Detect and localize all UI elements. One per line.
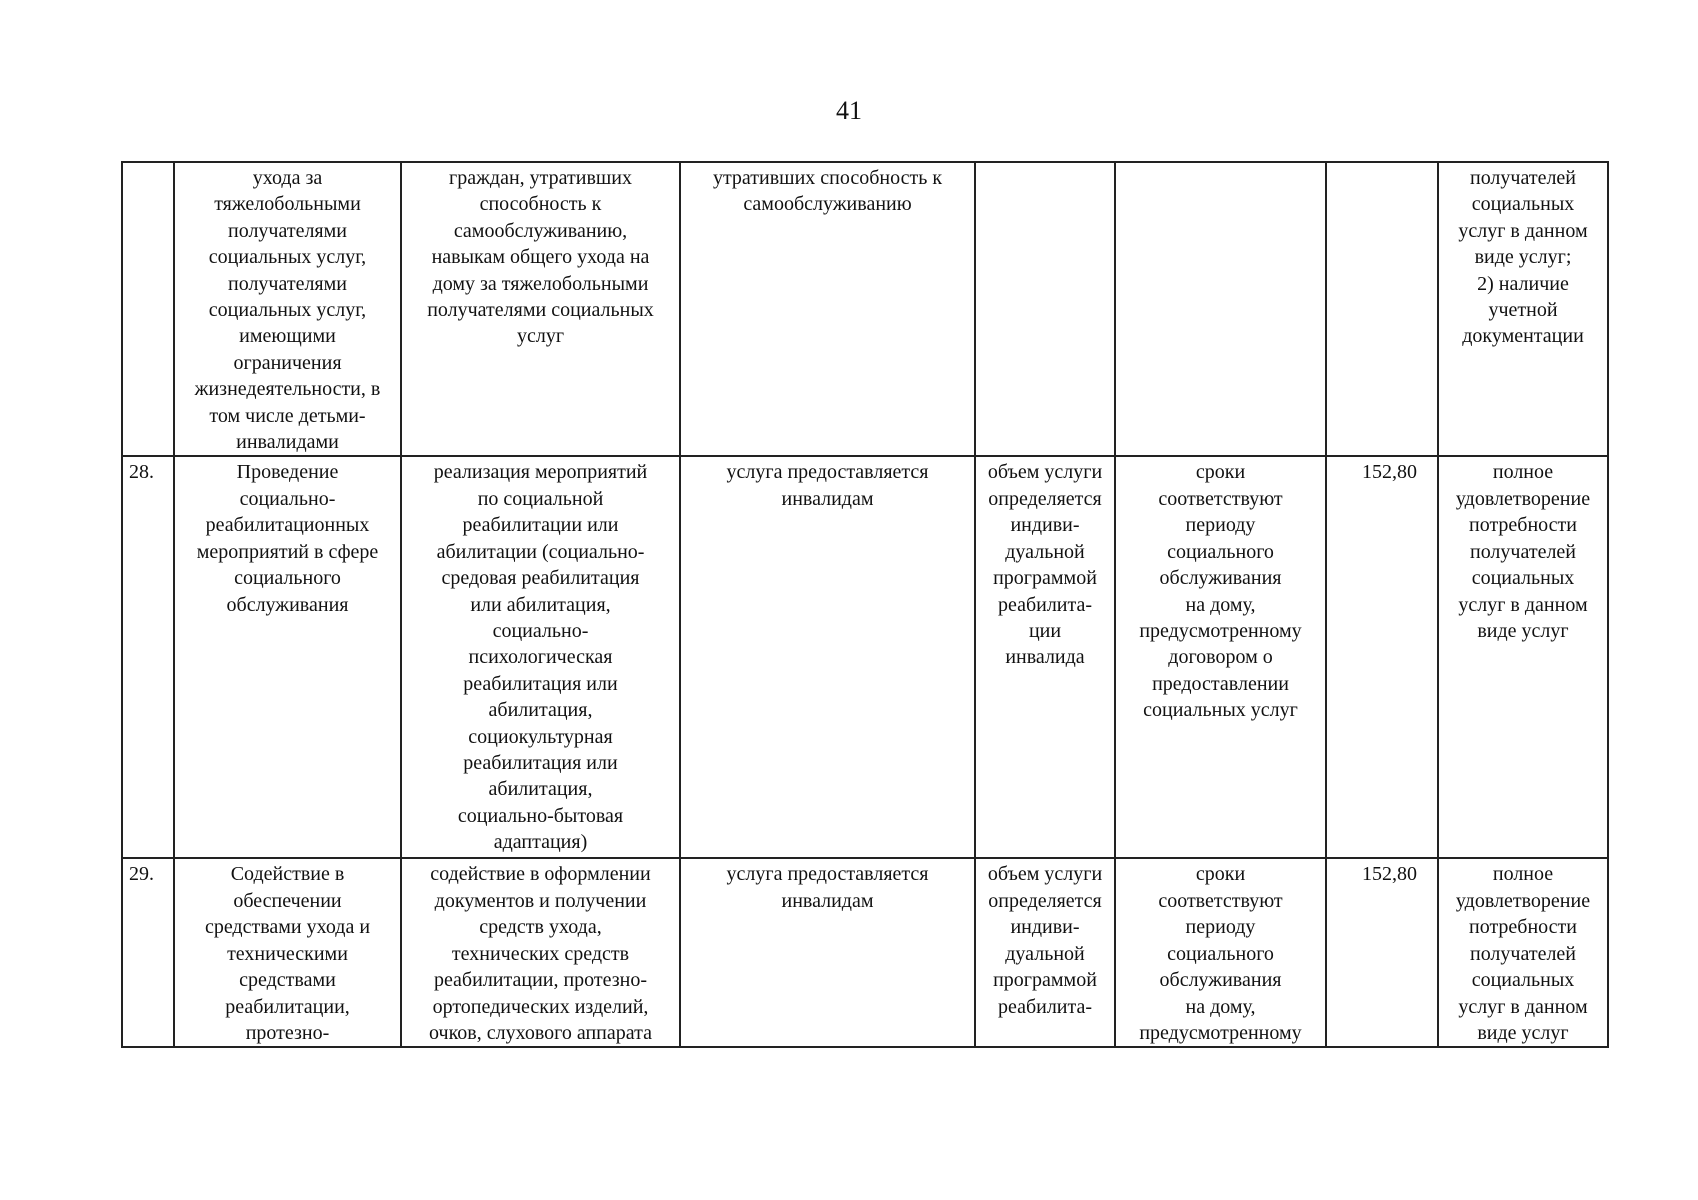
cell-line: сроки [1195, 863, 1246, 886]
cell-line: реабилитация или [463, 672, 618, 695]
cell-line: услуг в данном [1458, 593, 1588, 616]
cell-line: объем услуги [987, 461, 1103, 484]
cell-line: абилитация, [488, 699, 593, 722]
cell-line: учетной [1488, 299, 1558, 322]
cell-line: дуальной [1005, 942, 1085, 965]
cell-line: услуг [516, 325, 565, 348]
cell-line: реабилитации, [225, 995, 350, 1018]
cell-line: или абилитация, [470, 593, 611, 616]
cell-line: на дому, [1185, 593, 1256, 616]
cell-line: социальных услуг [1143, 699, 1298, 722]
cell-line: удовлетворение [1455, 889, 1591, 912]
cell-line: полное [1492, 863, 1554, 886]
cell-line: абилитация, [488, 778, 593, 801]
cell-line: социального [1167, 942, 1274, 965]
service-name-cell [174, 858, 401, 1047]
cell-line: социальных услуг, [208, 299, 367, 322]
cell-line: индиви- [1010, 514, 1080, 537]
terms-cell [1115, 162, 1326, 456]
service-content-cell [401, 456, 680, 858]
cell-line: инвалидам [781, 889, 874, 912]
cell-line: граждан, утративших [449, 167, 632, 189]
cell-line: имеющими [239, 325, 336, 348]
cell-line: услуг в данном [1458, 995, 1588, 1018]
recipients-cell [680, 456, 975, 858]
recipients-cell [680, 858, 975, 1047]
table-row [122, 858, 1608, 1047]
cell-line: по социальной [477, 487, 604, 510]
quality-cell [1438, 858, 1608, 1047]
cell-line: инвалидами [236, 431, 339, 454]
cell-line: социальных [1471, 193, 1575, 216]
cell-line: средств ухода, [479, 916, 602, 939]
cell-line: определяется [988, 487, 1102, 510]
cell-line: дому за тяжелобольными [432, 272, 649, 295]
cell-line: реабилитации или [462, 514, 619, 537]
row-number-cell: 28. [122, 456, 174, 858]
cell-line: ортопедических изделий, [432, 995, 649, 1018]
cell-line: социально-бытовая [457, 804, 624, 827]
cell-line: самообслуживанию, [453, 219, 628, 242]
cell-line: протезно- [245, 1021, 330, 1044]
cell-line: реализация мероприятий [433, 461, 648, 484]
cell-line: утративших способность к [712, 167, 943, 189]
cell-line: обеспечении [233, 889, 342, 912]
cell-line: потребности [1469, 916, 1577, 939]
cell-line: Проведение [236, 461, 339, 484]
cell-line: способность к [479, 193, 602, 216]
cell-line: жизнедеятельности, в [194, 378, 381, 401]
cell-line: инвалидам [781, 487, 874, 510]
cell-line: реабилита- [997, 995, 1093, 1018]
cell-line: объем услуги [987, 863, 1103, 886]
row-number-cell: 29. [122, 858, 174, 1047]
cell-line: получателями [228, 219, 347, 242]
cell-line: том числе детьми- [209, 404, 366, 427]
cell-line: сроки [1195, 461, 1246, 484]
cell-line: программой [993, 969, 1097, 992]
cell-line: услуг в данном [1458, 219, 1588, 242]
cell-line: технических средств [451, 942, 630, 965]
cell-line: полное [1492, 461, 1554, 484]
cell-line: социокультурная [468, 725, 613, 748]
volume-cell [975, 162, 1115, 456]
cell-line: получателей [1469, 167, 1576, 189]
cell-line: очков, слухового аппарата [429, 1021, 652, 1044]
cell-line: техническими [227, 942, 348, 965]
cell-line: ограничения [233, 351, 342, 374]
services-table [121, 161, 1609, 1048]
page-number: 41 [836, 96, 862, 125]
cell-line: Содействие в [230, 863, 345, 886]
cell-line: социальных услуг, [208, 246, 367, 269]
cell-line: социально- [239, 487, 336, 510]
cell-line: содействие в оформлении [430, 863, 651, 886]
cell-line: средовая реабилитация [441, 567, 640, 590]
quality-cell [1438, 456, 1608, 858]
price-cell: 152,80 [1326, 858, 1438, 1047]
cell-line: адаптация) [493, 831, 588, 854]
cell-line: услуга предоставляется [726, 863, 929, 886]
recipients-cell [680, 162, 975, 456]
cell-line: средствами ухода и [204, 916, 371, 939]
terms-cell [1115, 858, 1326, 1047]
volume-cell [975, 456, 1115, 858]
cell-line: реабилита- [997, 593, 1093, 616]
cell-line: социальных [1471, 969, 1575, 992]
cell-line: услуга предоставляется [726, 461, 929, 484]
cell-line: ции [1028, 619, 1062, 642]
cell-line: ухода за [252, 167, 323, 189]
cell-line: тяжелобольными [214, 193, 361, 216]
row-number-cell [122, 162, 174, 456]
cell-line: социального [1167, 540, 1274, 563]
cell-line: виде услуг [1477, 619, 1569, 642]
service-content-cell [401, 858, 680, 1047]
cell-line: удовлетворение [1455, 487, 1591, 510]
cell-line: социально- [492, 619, 589, 642]
cell-line: обслуживания [1159, 567, 1282, 590]
volume-cell [975, 858, 1115, 1047]
service-name-cell [174, 456, 401, 858]
cell-line: социальных [1471, 567, 1575, 590]
cell-line: предусмотренному [1139, 619, 1302, 642]
cell-line: навыкам общего ухода на [431, 246, 650, 269]
cell-line: виде услуг; [1474, 246, 1572, 269]
cell-line: документов и получении [434, 889, 647, 912]
quality-cell [1438, 162, 1608, 456]
cell-line: потребности [1469, 514, 1577, 537]
cell-line: документации [1462, 325, 1584, 348]
cell-line: 2) наличие [1477, 272, 1569, 295]
cell-line: социального [234, 567, 341, 590]
cell-line: получателей [1469, 540, 1576, 563]
cell-line: психологическая [468, 646, 613, 669]
cell-line: получателями социальных [427, 299, 654, 322]
cell-line: предоставлении [1152, 672, 1289, 695]
cell-line: определяется [988, 889, 1102, 912]
cell-line: обслуживания [226, 593, 349, 616]
cell-line: договором о [1168, 646, 1273, 669]
cell-line: получателей [1469, 942, 1576, 965]
cell-line: мероприятий в сфере [196, 540, 379, 563]
cell-line: на дому, [1185, 995, 1256, 1018]
cell-line: предусмотренному [1139, 1021, 1302, 1044]
cell-line: периоду [1185, 916, 1256, 939]
cell-line: периоду [1185, 514, 1256, 537]
cell-line: соответствуют [1158, 487, 1283, 510]
cell-line: реабилитации, протезно- [433, 969, 648, 992]
cell-line: обслуживания [1159, 969, 1282, 992]
cell-line: абилитации (социально- [436, 540, 645, 563]
service-content-cell [401, 162, 680, 456]
cell-line: получателями [228, 272, 347, 295]
cell-line: дуальной [1005, 540, 1085, 563]
terms-cell [1115, 456, 1326, 858]
cell-line: реабилитация или [463, 751, 618, 774]
price-cell: 152,80 [1326, 456, 1438, 858]
price-cell [1326, 162, 1438, 456]
cell-line: индиви- [1010, 916, 1080, 939]
cell-line: средствами [239, 969, 336, 992]
table-row [122, 456, 1608, 858]
table-row [122, 162, 1608, 456]
cell-line: реабилитационных [205, 514, 370, 537]
service-name-cell [174, 162, 401, 456]
cell-line: инвалида [1005, 646, 1085, 669]
cell-line: соответствуют [1158, 889, 1283, 912]
cell-line: программой [993, 567, 1097, 590]
cell-line: виде услуг [1477, 1021, 1569, 1044]
cell-line: самообслуживанию [743, 193, 912, 216]
